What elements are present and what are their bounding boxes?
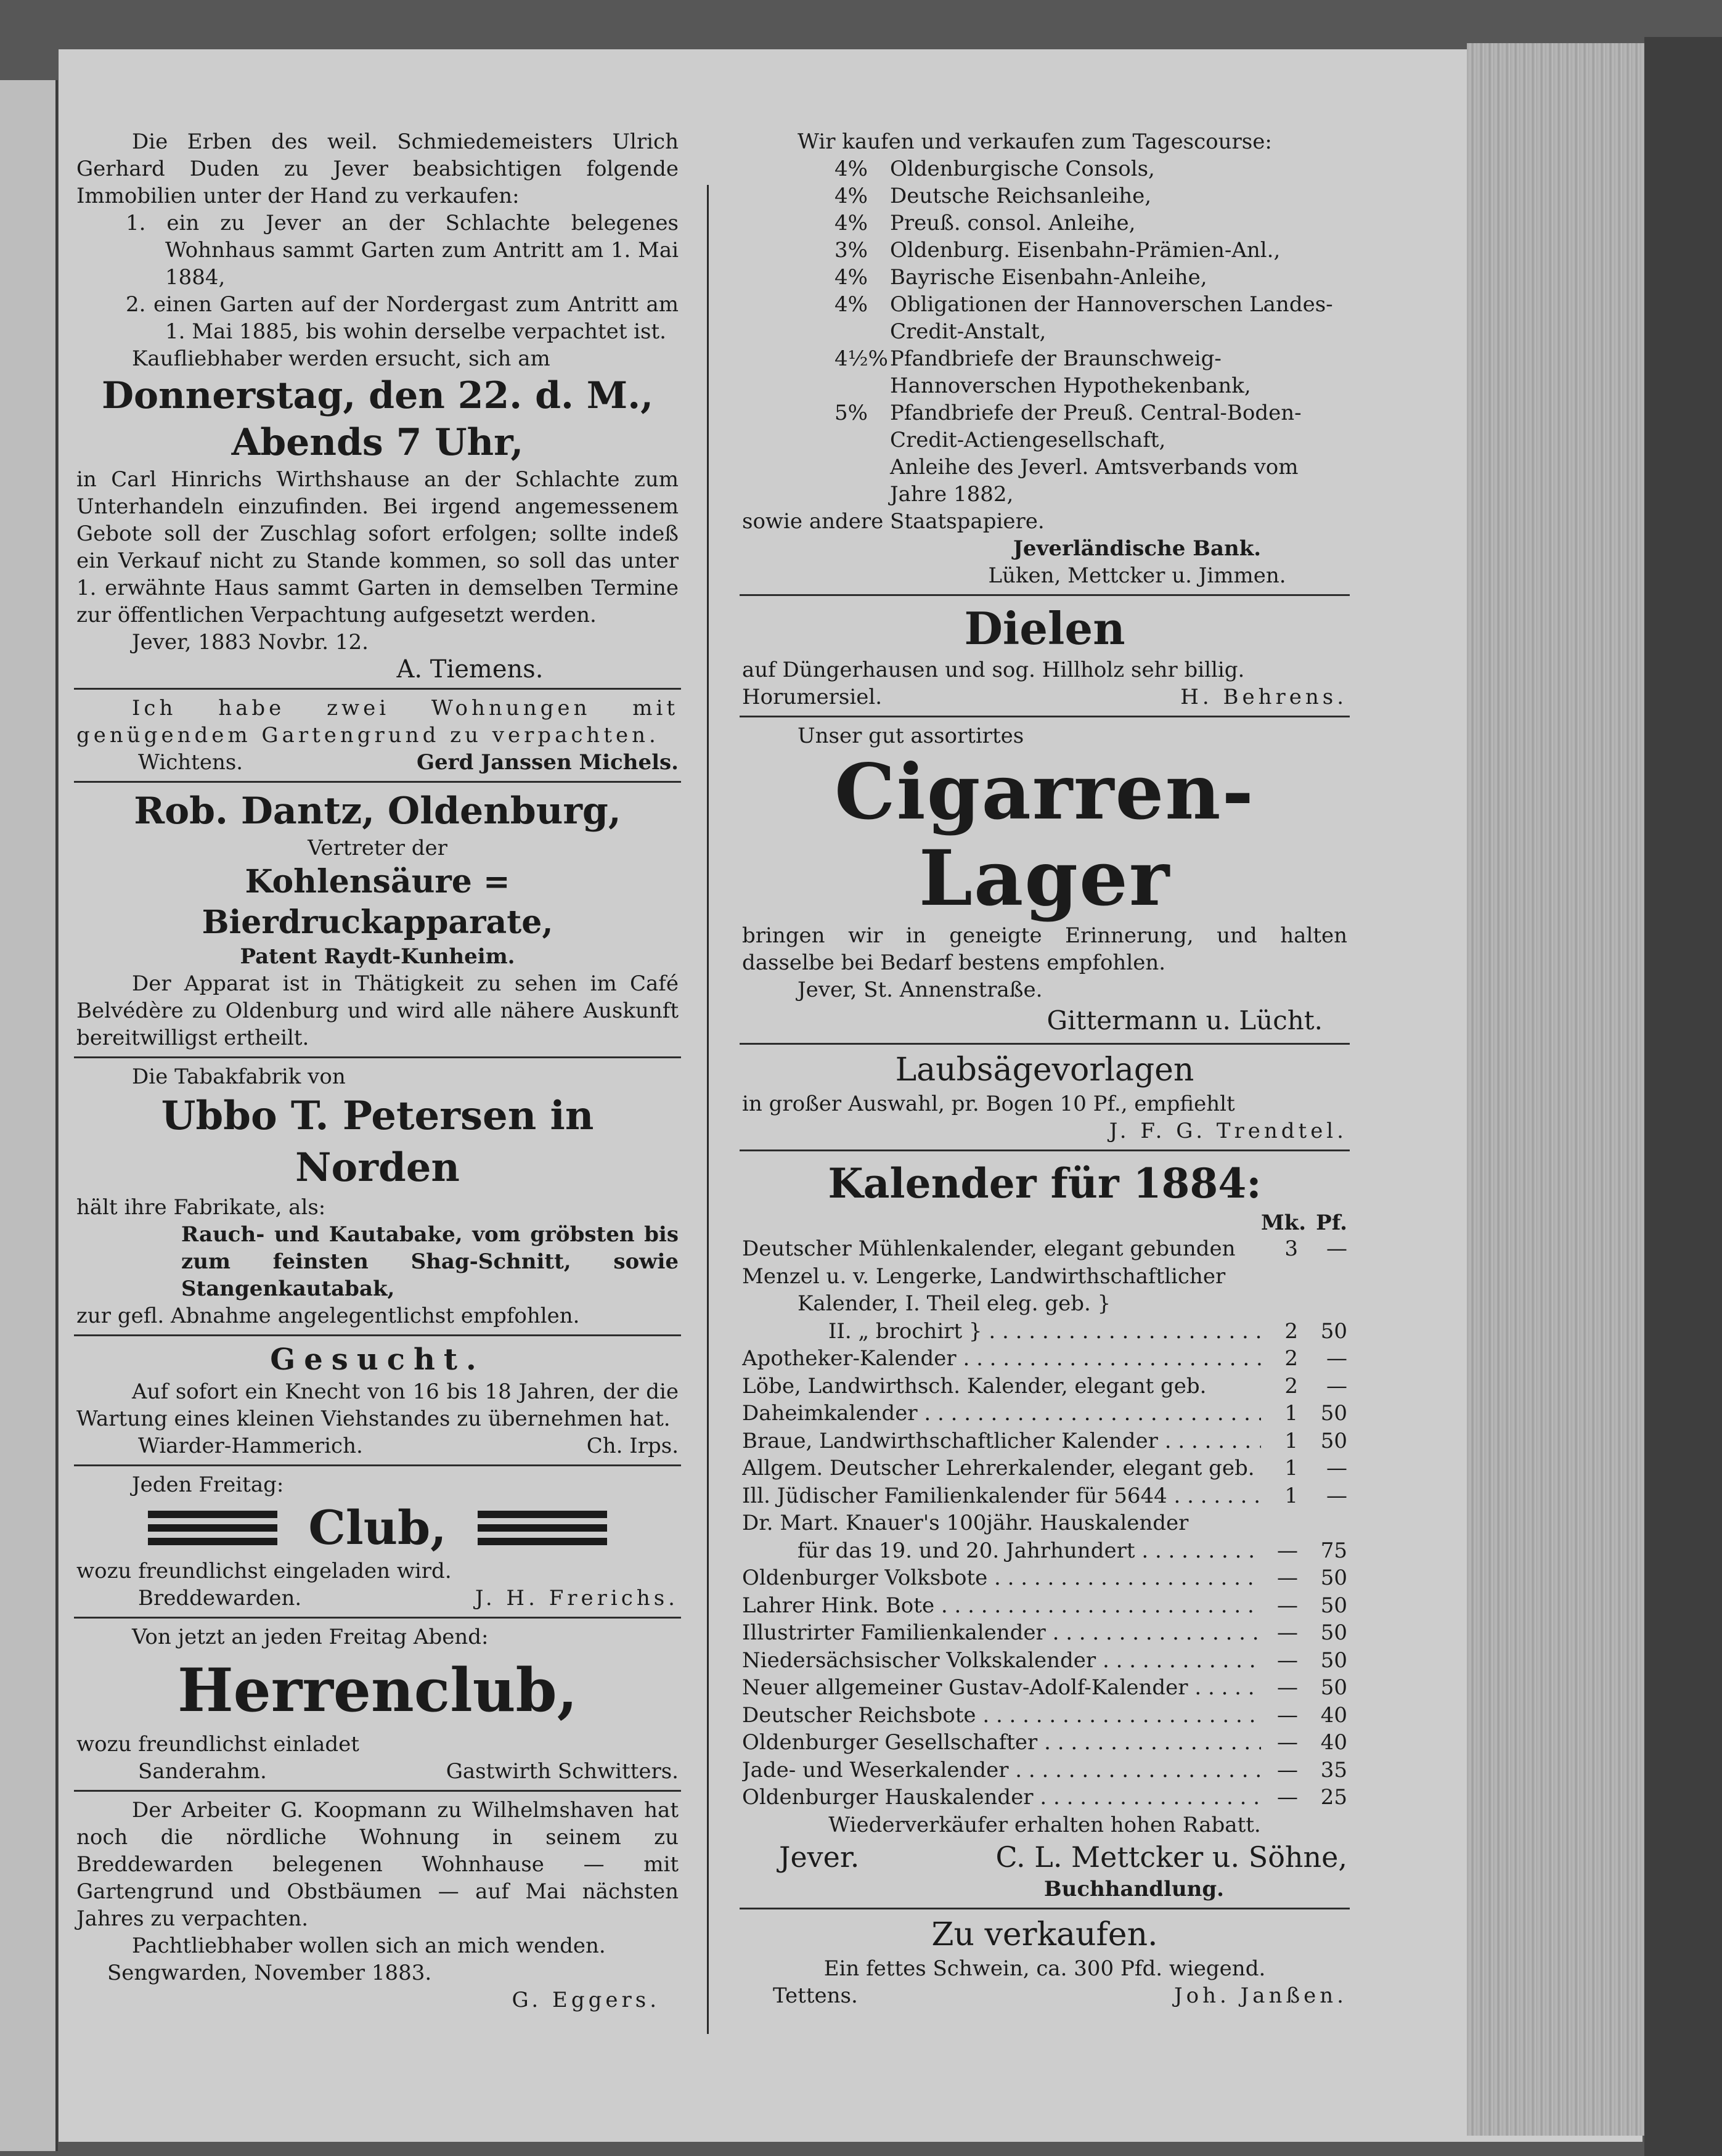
bond-rate: 4%: [834, 265, 868, 290]
ad-headline: Gesucht.: [270, 1342, 485, 1377]
bond-name: Preuß. consol. Anleihe,: [890, 211, 1136, 235]
calendar-price-pf: 50: [1320, 1620, 1347, 1645]
ad-outro: sowie andere Staatspapiere.: [742, 509, 1045, 534]
bond-name: Anleihe des Jeverl. Amtsverbands vom Jahre 1882,: [890, 455, 1299, 507]
calendar-item: [742, 1564, 1347, 1592]
calendar-item: [742, 1455, 1347, 1482]
calendar-price-pf: [1298, 1290, 1347, 1318]
ad-petersen: [74, 1058, 681, 1336]
calendar-item: [742, 1427, 1347, 1455]
bond-item: [834, 210, 1347, 237]
calendar-price-pf: 40: [1320, 1702, 1347, 1728]
calendar-price-pf: [1298, 1509, 1347, 1537]
ad-signature-row: [742, 1839, 1347, 1876]
calendar-item: [742, 1592, 1347, 1620]
property-item: 2. einen Garten auf der Nordergast zum Antritt am 1. Mai 1885, bis wohin derselbe verpachtet ist.: [126, 292, 679, 344]
calendar-title: Oldenburger Gesellschafter . . .: [742, 1729, 1261, 1757]
calendar-price-mk: —: [1277, 1648, 1298, 1673]
bond-rate: 4%: [834, 184, 868, 208]
calendar-title: II. „ brochirt } . . .: [742, 1318, 1261, 1345]
ad-laubsaege: [740, 1045, 1350, 1151]
bond-name: Oldenburgische Consols,: [890, 157, 1155, 181]
calendar-price-pf: 50: [1320, 1318, 1347, 1344]
calendar-price-mk: 2: [1284, 1373, 1298, 1399]
calendar-price-mk: —: [1277, 1538, 1298, 1563]
calendar-price-pf: 50: [1320, 1566, 1347, 1590]
column-divider: [707, 185, 709, 2034]
bond-rate: 4%: [834, 292, 868, 317]
calendar-price-pf: 40: [1320, 1730, 1347, 1755]
calendar-price-pf: 25: [1320, 1785, 1347, 1810]
bond-rate: 4½%: [834, 346, 888, 371]
ad-dantz: [74, 783, 681, 1058]
calendar-price-pf: 35: [1320, 1757, 1347, 1782]
ad-signature: Joh. Janßen.: [1174, 1983, 1347, 2008]
calendar-price-pf: [1298, 1263, 1347, 1291]
ad-body: in Carl Hinrichs Wirthshause an der Schlachte zum Unterhandeln einzufinden. Bei irgend angemessenem Gebote soll der Zuschlag sofort erfolgen; sollte indeß ein Verkauf nicht zu Stande kommen, so soll das unter 1. erwähnte Haus sammt Garten in demselben Termine zur öffentlichen Verpachtung aufgesetzt werden.: [76, 467, 679, 627]
bond-rate: 4%: [834, 157, 868, 181]
ad-headline: Zu verkaufen.: [931, 1916, 1158, 1953]
calendar-title: Deutscher Mühlenkalender, elegant gebunden: [742, 1236, 1236, 1261]
calendar-price-pf: 75: [1320, 1538, 1347, 1563]
bond-name: Pfandbriefe der Braunschweig-Hannoverschen Hypothekenbank,: [890, 346, 1251, 398]
calendar-price-pf: 50: [1320, 1593, 1347, 1618]
ad-body: Auf sofort ein Knecht von 16 bis 18 Jahren, der die Wartung eines kleinen Viehstandes zu übernehmen hat.: [76, 1379, 679, 1431]
calendar-title: Menzel u. v. Lengerke, Landwirthschaftlicher: [742, 1264, 1226, 1289]
ad-date-headline: Donnerstag, den 22. d. M.,: [101, 374, 654, 417]
calendar-item: [742, 1482, 1347, 1510]
calendar-price-mk: —: [1277, 1675, 1298, 1700]
ad-signature: Jeverländische Bank.: [1013, 536, 1262, 561]
calendar-price-mk: 1: [1284, 1456, 1298, 1480]
ad-intro: Die Tabakfabrik von: [132, 1064, 346, 1089]
ad-body: auf Düngerhausen und sog. Hillholz sehr billig.: [742, 658, 1245, 682]
ad-products: Rauch- und Kautabake, vom gröbsten bis zum feinsten Shag-Schnitt, sowie Stangenkautabak,: [181, 1222, 679, 1301]
calendar-title: Löbe, Landwirthsch. Kalender, elegant geb.: [742, 1373, 1207, 1399]
bond-name: Deutsche Reichsanleihe,: [890, 184, 1152, 208]
ad-verkaufen: [740, 1909, 1350, 2014]
ad-headline: Dielen: [964, 602, 1125, 655]
ad-line: hält ihre Fabrikate, als:: [76, 1195, 326, 1220]
ad-signature: C. L. Mettcker u. Söhne,: [995, 1840, 1347, 1874]
calendar-price-pf: —: [1326, 1373, 1347, 1399]
ad-signature-row: [742, 684, 1347, 711]
ad-signature-row: [742, 1982, 1347, 2009]
calendar-title: Lahrer Hink. Bote . . .: [742, 1592, 1261, 1620]
calendar-price-pf: —: [1326, 1346, 1347, 1371]
calendar-item: [742, 1318, 1347, 1345]
ad-intro: Von jetzt an jeden Freitag Abend:: [132, 1625, 489, 1649]
book-page-edges: [1467, 43, 1646, 2136]
left-column: [74, 123, 681, 2019]
ad-dielen: [740, 596, 1350, 717]
ad-intro: Unser gut assortirtes: [798, 724, 1024, 748]
ad-body: Pachtliebhaber wollen sich an mich wenden.: [132, 1933, 606, 1958]
ad-irps: [74, 1336, 681, 1466]
ad-club: [74, 1466, 681, 1619]
bond-item: [834, 345, 1347, 399]
calendar-item: [742, 1619, 1347, 1647]
bond-item: [834, 291, 1347, 345]
bond-rate: [834, 454, 890, 508]
ad-body: Der Arbeiter G. Koopmann zu Wilhelmshaven hat noch die nördliche Wohnung in seinem zu Breddewarden belegenen Wohnhause — mit Gartengrund und Obstbäumen — auf Mai nächsten Jahres zu verpachten.: [76, 1798, 679, 1931]
col-pf: Pf.: [1316, 1211, 1347, 1235]
calendar-price-mk: 1: [1284, 1428, 1298, 1453]
ad-duden-immobilien: [74, 123, 681, 690]
calendar-item: [742, 1702, 1347, 1729]
ad-place: Wiarder-Hammerich.: [138, 1434, 363, 1458]
calendar-item: [742, 1509, 1347, 1537]
bond-list: [742, 155, 1347, 508]
bond-item: [834, 237, 1347, 264]
calendar-item: [742, 1263, 1347, 1291]
club-headline-row: [76, 1498, 679, 1558]
ad-signature: Buchhandlung.: [1043, 1876, 1224, 1901]
calendar-title: Oldenburger Volksbote . . .: [742, 1564, 1261, 1592]
ad-body: bringen wir in geneigte Erinnerung, und halten dasselbe bei Bedarf bestens empfohlen.: [742, 923, 1347, 975]
calendar-price-mk: [1261, 1263, 1298, 1291]
ad-intro: Jeden Freitag:: [132, 1472, 284, 1497]
calendar-price-mk: 3: [1284, 1236, 1298, 1261]
bond-name: Pfandbriefe der Preuß. Central-Boden-Credit-Actiengesellschaft,: [890, 401, 1302, 452]
ad-body: Der Apparat ist in Thätigkeit zu sehen im Café Belvédère zu Oldenburg und wird alle nähere Auskunft bereitwilligst ertheilt.: [76, 971, 679, 1050]
calendar-title: Dr. Mart. Knauer's 100jähr. Hauskalender: [742, 1511, 1189, 1535]
calendar-title: Ill. Jüdischer Familienkalender für 5644 . . .: [742, 1482, 1261, 1510]
calendar-title: Oldenburger Hauskalender . . .: [742, 1784, 1261, 1811]
bond-item: [834, 264, 1347, 291]
ad-place: Tettens.: [773, 1983, 858, 2008]
calendar-price-pf: —: [1326, 1236, 1347, 1261]
ad-body: Ich habe zwei Wohnungen mit genügendem Gartengrund zu verpachten.: [76, 696, 679, 748]
ad-place-date: Sengwarden, November 1883.: [107, 1961, 432, 1985]
price-column-headers: [742, 1211, 1347, 1235]
ad-signature-row: [76, 1432, 679, 1460]
calendar-item: [742, 1290, 1347, 1318]
calendar-price-mk: —: [1277, 1757, 1298, 1782]
bond-rate: 3%: [834, 238, 868, 263]
bond-name: Obligationen der Hannoverschen Landes-Credit-Anstalt,: [890, 292, 1333, 344]
calendar-price-pf: 50: [1320, 1428, 1347, 1453]
calendar-price-mk: 1: [1284, 1401, 1298, 1426]
calendar-price-mk: 2: [1284, 1346, 1298, 1371]
calendar-item: [742, 1729, 1347, 1757]
calendar-title: für das 19. und 20. Jahrhundert . . .: [742, 1537, 1261, 1565]
decorative-bars: [478, 1511, 607, 1545]
calendar-title: Kalender, I. Theil eleg. geb. }: [798, 1291, 1111, 1316]
calendar-price-mk: —: [1277, 1785, 1298, 1810]
ad-cigarren: [740, 717, 1350, 1045]
book-cover-edge: [1644, 37, 1722, 2156]
ad-body: wozu freundlichst eingeladen wird.: [76, 1559, 452, 1583]
bond-item: [834, 399, 1347, 454]
ad-patent: Patent Raydt-Kunheim.: [240, 944, 515, 969]
bond-rate: 4%: [834, 211, 868, 235]
calendar-price-mk: —: [1277, 1620, 1298, 1645]
calendar-title: Neuer allgemeiner Gustav-Adolf-Kalender . . .: [742, 1674, 1261, 1702]
ad-signature: Lüken, Mettcker u. Jimmen.: [988, 563, 1286, 588]
calendar-title: Jade- und Weserkalender . . .: [742, 1757, 1261, 1784]
calendar-price-mk: 1: [1284, 1483, 1298, 1508]
calendar-item: [742, 1674, 1347, 1702]
ad-signature: J. F. G. Trendtel.: [1109, 1119, 1347, 1143]
facing-page-edge: [0, 80, 58, 2151]
calendar-title: Niedersächsischer Volkskalender . . .: [742, 1647, 1261, 1675]
ad-line: zur gefl. Abnahme angelegentlichst empfohlen.: [76, 1304, 580, 1328]
ad-headline: Ubbo T. Petersen in Norden: [161, 1093, 594, 1191]
ad-intro: Die Erben des weil. Schmiedemeisters Ulrich Gerhard Duden zu Jever beabsichtigen folgende Immobilien unter der Hand zu verkaufen:: [76, 129, 679, 208]
calendar-price-mk: —: [1277, 1702, 1298, 1728]
calendar-title: Apotheker-Kalender . . .: [742, 1345, 1261, 1373]
ad-signature: J. H. Frerichs.: [475, 1586, 679, 1611]
bond-item: [834, 182, 1347, 210]
property-list: [76, 210, 679, 345]
bond-name: Bayrische Eisenbahn-Anleihe,: [890, 265, 1207, 290]
bond-rate: 5%: [834, 401, 868, 425]
ad-signature-row: [76, 1758, 679, 1785]
ad-body: wozu freundlichst einladet: [76, 1732, 359, 1757]
ad-signature: Gastwirth Schwitters.: [446, 1759, 679, 1784]
ad-intro: Wir kaufen und verkaufen zum Tagescourse:: [798, 129, 1272, 154]
ad-headline: Rob. Dantz, Oldenburg,: [134, 790, 621, 833]
ad-signature: G. Eggers.: [512, 1988, 660, 2012]
bond-item: [834, 454, 1347, 508]
decorative-bars: [148, 1511, 277, 1545]
calendar-title: Deutscher Reichsbote . . .: [742, 1702, 1261, 1729]
calendar-title: Braue, Landwirthschaftlicher Kalender . . .: [742, 1427, 1261, 1455]
ad-headline: Cigarren-Lager: [834, 748, 1255, 923]
ad-michels: [74, 690, 681, 783]
ad-herrenclub: [74, 1619, 681, 1792]
ad-signature: A. Tiemens.: [396, 655, 544, 684]
ad-place: Sanderahm.: [138, 1759, 267, 1784]
ad-signature: H. Behrens.: [1180, 685, 1347, 709]
ad-signature: Ch. Irps.: [586, 1434, 679, 1458]
calendar-title: Daheimkalender . . .: [742, 1400, 1261, 1427]
col-mk: Mk.: [1261, 1211, 1307, 1235]
ad-subtitle: Vertreter der: [308, 836, 447, 860]
calendar-price-mk: [1261, 1509, 1298, 1537]
ad-signature-row: [76, 749, 679, 776]
calendar-price-list: [742, 1235, 1347, 1811]
ad-signature-row: [76, 1585, 679, 1612]
ad-headline: Herrenclub,: [177, 1656, 578, 1725]
ad-place: Wichtens.: [138, 750, 243, 775]
calendar-item: [742, 1345, 1347, 1373]
calendar-title: Illustrirter Familienkalender . . .: [742, 1619, 1261, 1647]
calendar-price-pf: 50: [1320, 1401, 1347, 1426]
calendar-item: [742, 1647, 1347, 1675]
ad-product: Kohlensäure = Bierdruckapparate,: [202, 863, 553, 941]
calendar-price-mk: [1261, 1290, 1298, 1318]
calendar-price-pf: —: [1326, 1456, 1347, 1480]
ad-place: Horumersiel.: [742, 685, 883, 709]
calendar-item: [742, 1373, 1347, 1400]
calendar-price-mk: —: [1277, 1730, 1298, 1755]
ad-place: Breddewarden.: [138, 1586, 302, 1611]
calendar-price-pf: —: [1326, 1483, 1347, 1508]
calendar-price-mk: —: [1277, 1566, 1298, 1590]
ad-signature: Gerd Janssen Michels.: [417, 750, 679, 775]
right-column: [740, 123, 1350, 2014]
calendar-item: [742, 1537, 1347, 1565]
ad-time-headline: Abends 7 Uhr,: [231, 421, 524, 464]
calendar-item: [742, 1235, 1347, 1263]
property-item: 1. ein zu Jever an der Schlachte belegenes Wohnhaus sammt Garten zum Antritt am 1. Mai 1884,: [126, 211, 679, 290]
ad-headline: Kalender für 1884:: [828, 1159, 1262, 1207]
calendar-price-pf: 50: [1320, 1675, 1347, 1700]
ad-headline: Laubsägevorlagen: [895, 1051, 1194, 1088]
ad-bank: [740, 123, 1350, 596]
calendar-price-mk: 2: [1284, 1318, 1298, 1344]
ad-body: in großer Auswahl, pr. Bogen 10 Pf., empfiehlt: [742, 1092, 1235, 1116]
calendar-price-mk: —: [1277, 1593, 1298, 1618]
calendar-price-pf: 50: [1320, 1648, 1347, 1673]
ad-invite: Kaufliebhaber werden ersucht, sich am: [132, 346, 550, 371]
calendar-item: [742, 1757, 1347, 1784]
ad-eggers: [74, 1792, 681, 2019]
ad-place-date: Jever, 1883 Novbr. 12.: [132, 630, 369, 655]
calendar-item: [742, 1400, 1347, 1427]
ad-signature: Gittermann u. Lücht.: [1047, 1005, 1323, 1035]
ad-kalender: [740, 1151, 1350, 1909]
ad-place: Jever.: [779, 1840, 860, 1874]
bond-item: [834, 155, 1347, 182]
ad-headline: Club,: [308, 1500, 447, 1555]
ad-place: Jever, St. Annenstraße.: [798, 978, 1043, 1002]
bond-name: Oldenburg. Eisenbahn-Prämien-Anl.,: [890, 238, 1281, 263]
ad-body: Ein fettes Schwein, ca. 300 Pfd. wiegend.: [823, 1956, 1266, 1981]
ad-rabatt: Wiederverkäufer erhalten hohen Rabatt.: [828, 1812, 1261, 1837]
calendar-item: [742, 1784, 1347, 1811]
calendar-title: Allgem. Deutscher Lehrerkalender, elegant geb.: [742, 1456, 1255, 1480]
